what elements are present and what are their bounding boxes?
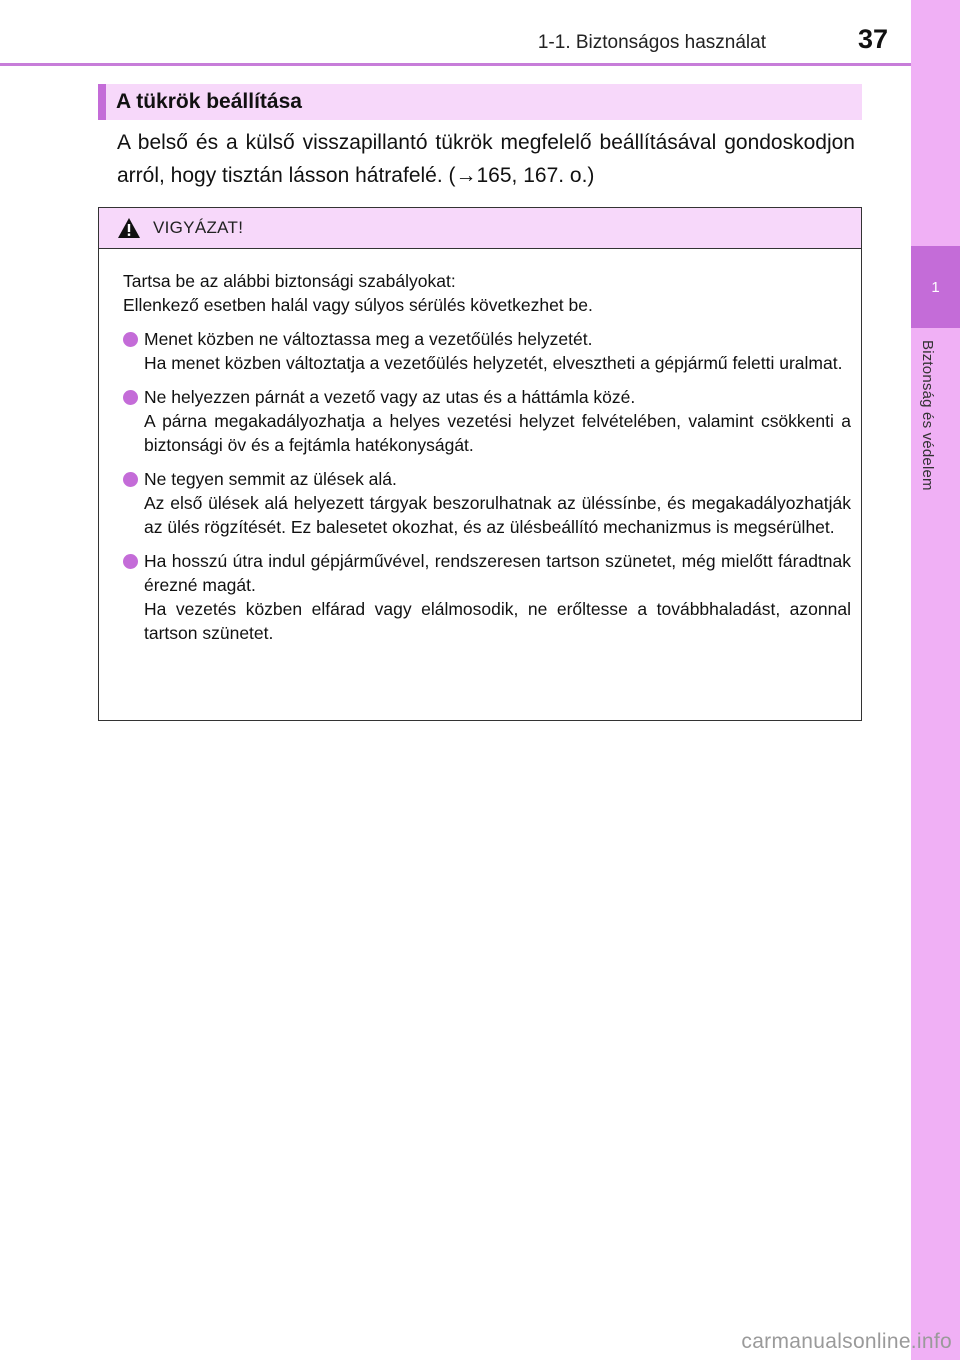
section-intro: A belső és a külső visszapillantó tükrök megfelelő beállításával gondoskodjon arról, hogy tisztán lásson hátrafelé. (→165, 167. o.) (117, 131, 855, 187)
bullet-dot-icon (123, 390, 138, 405)
bullet-detail: Ha menet közben változtatja a vezetőülés helyzetét, elvesztheti a gépjármű feletti uralmat. (144, 353, 843, 373)
bullet-detail: Ha vezetés közben elfárad vagy elálmosodik, ne erőltesse a továbbhaladást, azonnal tartson szünetet. (144, 599, 851, 643)
list-item (123, 549, 851, 645)
warning-intro-line: Ellenkező esetben halál vagy súlyos sérülés következhet be. (123, 295, 593, 315)
warning-box (98, 207, 862, 721)
section-reference: 1-1. Biztonságos használat (537, 32, 766, 53)
section-heading-accent (98, 84, 106, 120)
warning-triangle-icon (117, 217, 141, 239)
chapter-side-tab[interactable] (911, 0, 960, 1360)
bullet-lead: Menet közben ne változtassa meg a vezetőülés helyzetét. (144, 329, 593, 349)
section-heading (98, 84, 862, 120)
chapter-title: Biztonság és védelem (919, 340, 936, 491)
bullet-detail: Az első ülések alá helyezett tárgyak beszorulhatnak az üléssínbe, és megakadályozhatják az ülés rögzítését. Ez balesetet okozhat, és az ülésbeállító mechanizmus is megsérülhet. (144, 493, 851, 537)
warning-intro-line: Tartsa be az alábbi biztonsági szabályokat: (123, 271, 456, 291)
bullet-lead: Ne tegyen semmit az ülések alá. (144, 469, 397, 489)
list-item (123, 327, 851, 375)
bullet-dot-icon (123, 554, 138, 569)
list-item (123, 467, 851, 539)
chapter-number: 1 (911, 246, 960, 328)
warning-title: VIGYÁZAT! (153, 218, 244, 237)
bullet-dot-icon (123, 472, 138, 487)
section-heading-text: A tükrök beállítása (116, 90, 302, 113)
bullet-detail: A párna megakadályozhatja a helyes vezetési helyzet felvételében, valamint csökkenti a biztonsági öv és a fejtámla hatékonyságát. (144, 411, 851, 455)
bullet-lead: Ha hosszú útra indul gépjárművével, rendszeresen tartson szünetet, még mielőtt fáradtnak érezné magát. (144, 551, 851, 595)
warning-bullet-list (123, 327, 851, 645)
bullet-dot-icon (123, 332, 138, 347)
warning-body (99, 249, 861, 645)
header-rule (0, 63, 912, 66)
page-number: 37 (857, 24, 888, 54)
list-item (123, 385, 851, 457)
watermark[interactable]: carmanualsonline.info (741, 1330, 952, 1353)
warning-header (99, 208, 861, 249)
bullet-lead: Ne helyezzen párnát a vezető vagy az utas és a háttámla közé. (144, 387, 636, 407)
